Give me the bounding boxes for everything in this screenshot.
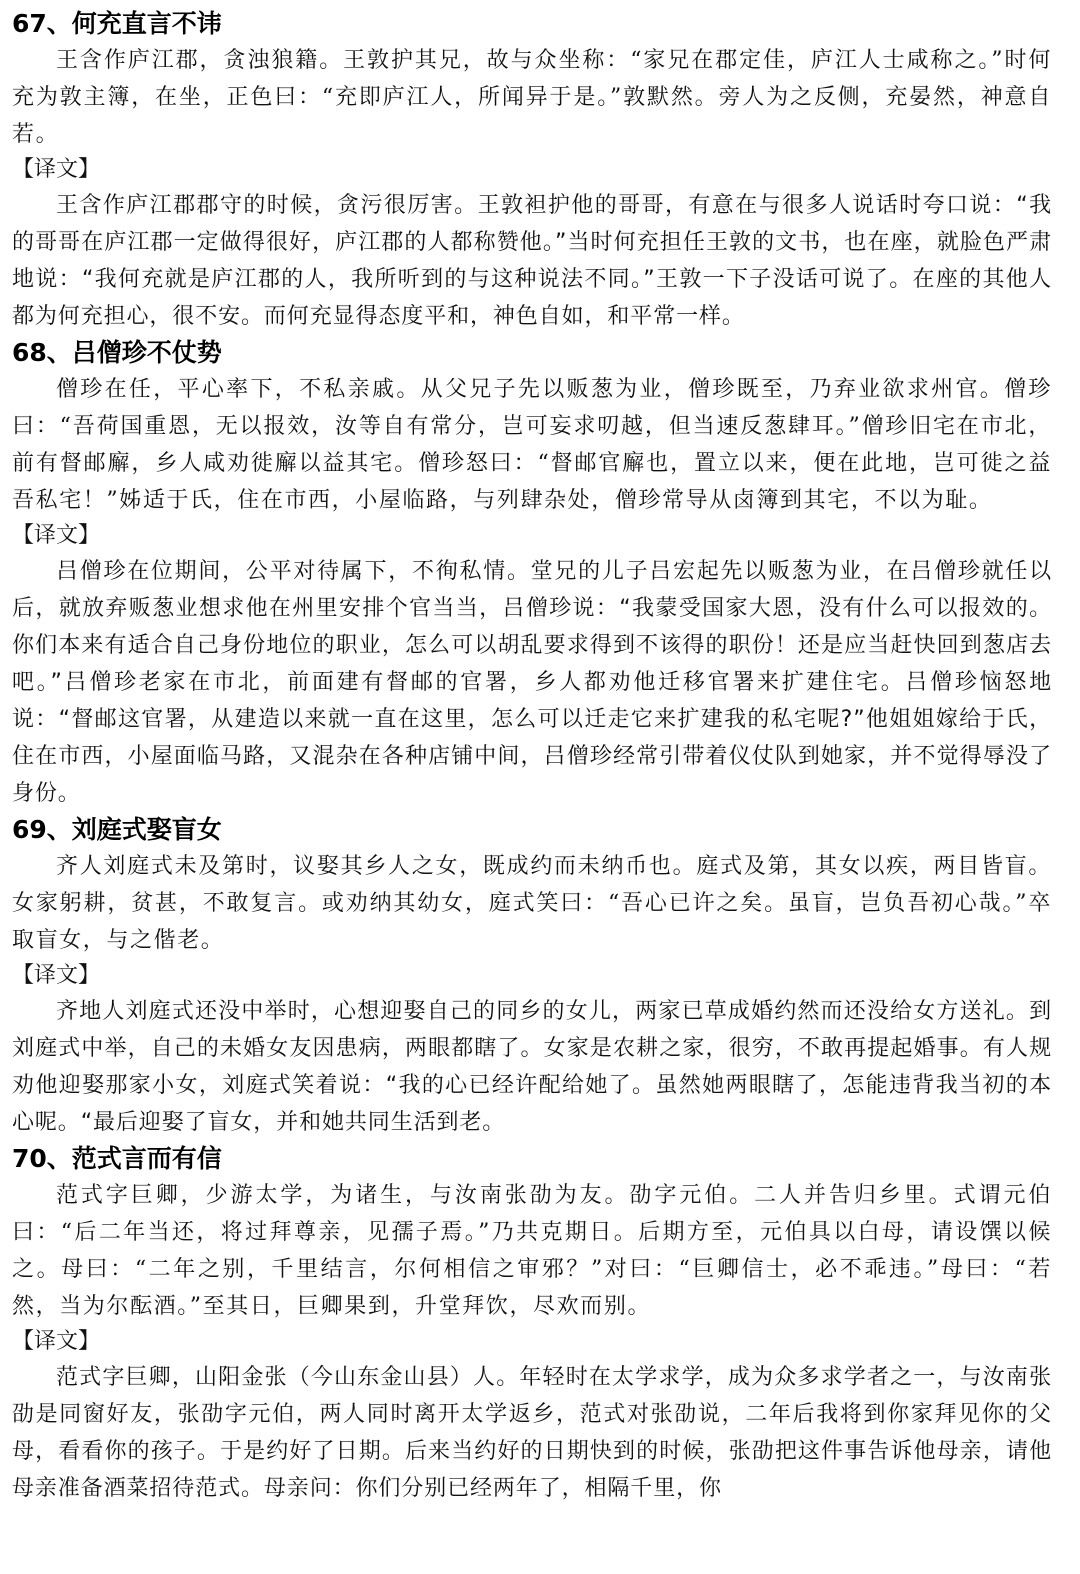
- original-text: 王含作庐江郡，贪浊狼籍。王敦护其兄，故与众坐称：“家兄在郡定佳，庐江人士咸称之。”时何充为敦主簿，在坐，正色曰：“充即庐江人，所闻异于是。”敦默然。旁人为之反侧，充晏然，神意自若。: [12, 48, 1052, 147]
- translation-text: 范式字巨卿，山阳金张（今山东金山县）人。年轻时在太学求学，成为众多求学者之一，与汝南张劭是同窗好友，张劭字元伯，两人同时离开太学返乡，范式对张劭说，二年后我将到你家拜见你的父母，看看你的孩子。于是约好了日期。后来当约好的日期快到的时候，张劭把这件事告诉他母亲，请他母亲准备酒菜招待范式。母亲问：你们分别已经两年了，相隔千里，你: [12, 1365, 1052, 1501]
- translation-label: 【译文】: [12, 1329, 101, 1354]
- story-70: [12, 1141, 1052, 1507]
- translation-text: 王含作庐江郡郡守的时候，贪污很厉害。王敦袒护他的哥哥，有意在与很多人说话时夸口说：“我的哥哥在庐江郡一定做得很好，庐江郡的人都称赞他。”当时何充担任王敦的文书，也在座，就脸色严肃地说：“我何充就是庐江郡的人，我所听到的与这种说法不同。”王敦一下子没话可说了。在座的其他人都为何充担心，很不安。而何充显得态度平和，神色自如，和平常一样。: [12, 193, 1052, 329]
- section-title: 68、吕僧珍不仗势: [12, 338, 222, 367]
- translation-label: 【译文】: [12, 157, 101, 182]
- translation-label: 【译文】: [12, 963, 101, 988]
- story-67: [12, 6, 1052, 335]
- section-title: 67、何充直言不讳: [12, 9, 222, 38]
- section-title: 69、刘庭式娶盲女: [12, 815, 222, 844]
- translation-text: 齐地人刘庭式还没中举时，心想迎娶自己的同乡的女儿，两家已草成婚约然而还没给女方送礼。到刘庭式中举，自己的未婚女友因患病，两眼都瞎了。女家是农耕之家，很穷，不敢再提起婚事。有人规劝他迎娶那家小女，刘庭式笑着说：“我的心已经许配给她了。虽然她两眼瞎了，怎能违背我当初的本心呢。“最后迎娶了盲女，并和她共同生活到老。: [12, 999, 1052, 1135]
- story-69: [12, 812, 1052, 1141]
- translation-label: 【译文】: [12, 523, 101, 548]
- section-title: 70、范式言而有信: [12, 1144, 222, 1173]
- story-68: [12, 335, 1052, 812]
- translation-text: 吕僧珍在位期间，公平对待属下，不徇私情。堂兄的儿子吕宏起先以贩葱为业，在吕僧珍就任以后，就放弃贩葱业想求他在州里安排个官当当，吕僧珍说：“我蒙受国家大恩，没有什么可以报效的。你们本来有适合自己身份地位的职业，怎么可以胡乱要求得到不该得的职份！还是应当赶快回到葱店去吧。”吕僧珍老家在市北，前面建有督邮的官署，乡人都劝他迁移官署来扩建住宅。吕僧珍恼怒地说：“督邮这官署，从建造以来就一直在这里，怎么可以迁走它来扩建我的私宅呢?”他姐姐嫁给于氏，住在市西，小屋面临马路，又混杂在各种店铺中间，吕僧珍经常引带着仪仗队到她家，并不觉得辱没了身份。: [12, 559, 1052, 806]
- original-text: 僧珍在任，平心率下，不私亲戚。从父兄子先以贩葱为业，僧珍既至，乃弃业欲求州官。僧珍曰：“吾荷国重恩，无以报效，汝等自有常分，岂可妄求叨越，但当速反葱肆耳。”僧珍旧宅在市北，前有督邮廨，乡人咸劝徙廨以益其宅。僧珍怒曰：“督邮官廨也，置立以来，便在此地，岂可徙之益吾私宅！”姊适于氏，住在市西，小屋临路，与列肆杂处，僧珍常导从卤簿到其宅，不以为耻。: [12, 377, 1052, 513]
- original-text: 齐人刘庭式未及第时，议娶其乡人之女，既成约而未纳币也。庭式及第，其女以疾，两目皆盲。女家躬耕，贫甚，不敢复言。或劝纳其幼女，庭式笑曰：“吾心已许之矣。虽盲，岂负吾初心哉。”卒取盲女，与之偕老。: [12, 854, 1052, 953]
- original-text: 范式字巨卿，少游太学，为诸生，与汝南张劭为友。劭字元伯。二人并告归乡里。式谓元伯曰：“后二年当还，将过拜尊亲，见孺子焉。”乃共克期日。后期方至，元伯具以白母，请设馔以候之。母曰：“二年之别，千里结言，尔何相信之审邪？”对曰：“巨卿信士，必不乖违。”母曰：“若然，当为尔酝酒。”至其日，巨卿果到，升堂拜饮，尽欢而别。: [12, 1183, 1052, 1319]
